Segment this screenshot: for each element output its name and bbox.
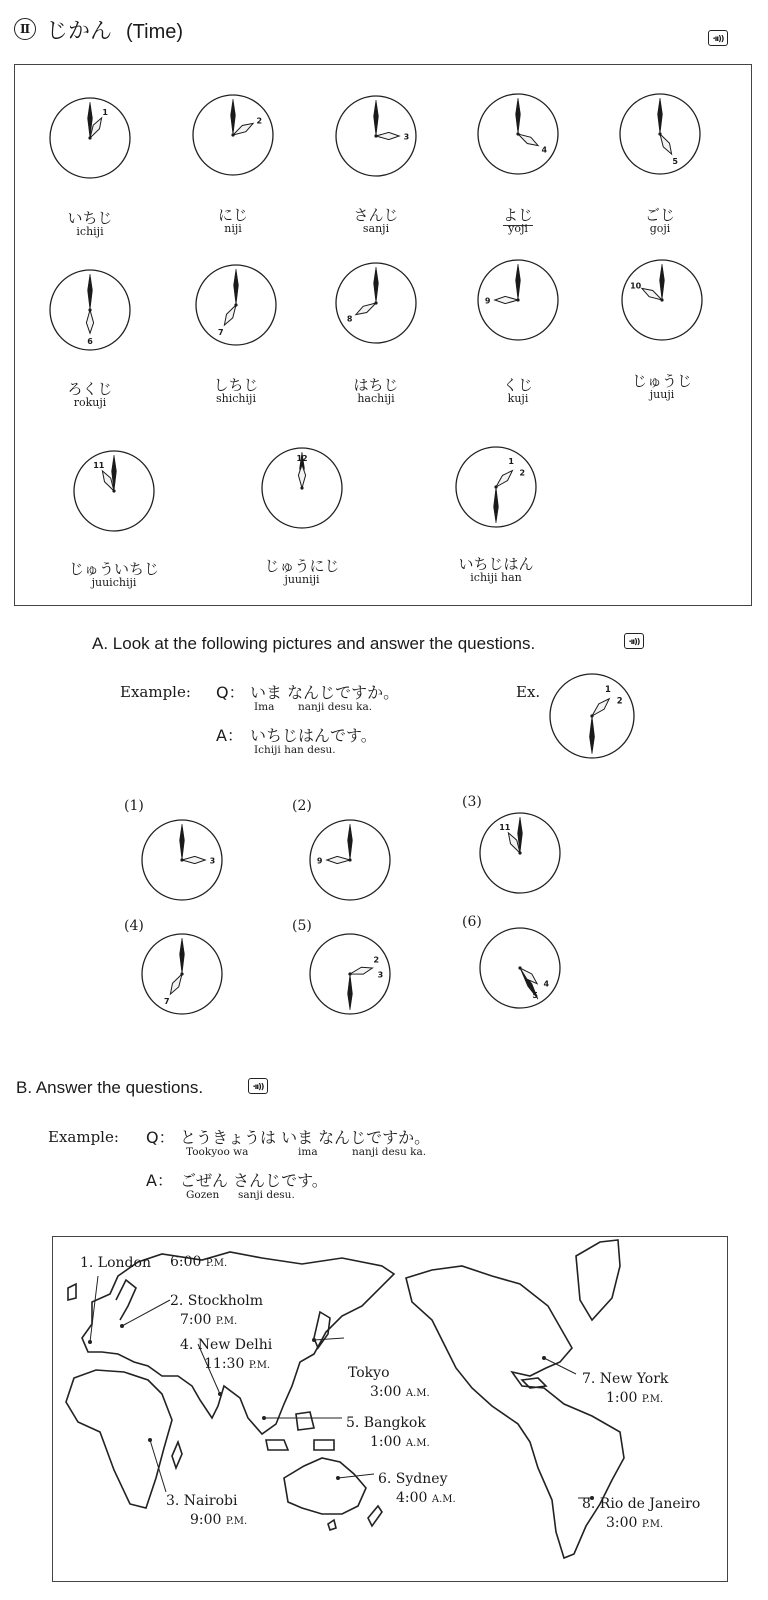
example-label: Example: <box>120 683 191 701</box>
clock-numeral: 5 <box>532 990 538 1000</box>
australia-shape <box>284 1458 366 1514</box>
answer-romaji-b-2: sanji desu. <box>238 1189 295 1201</box>
city-time-label <box>170 1254 227 1270</box>
clock-hachiji <box>333 260 419 346</box>
clock-center <box>234 303 237 306</box>
question-text: いま なんじですか。 <box>250 683 400 702</box>
city-ampm: P.M. <box>641 1519 664 1530</box>
clock-romaji-label: juuichiji <box>91 576 137 589</box>
clock-kana-label: じゅうじ <box>631 372 693 390</box>
clock-sanji <box>333 93 419 179</box>
city-name-label: 7. New York <box>582 1371 669 1387</box>
hour-hand <box>660 134 672 154</box>
madagascar-shape <box>172 1442 182 1468</box>
london-leader <box>90 1276 98 1342</box>
section-b-heading-text: B. Answer the questions. <box>16 1078 204 1097</box>
minute-hand <box>374 267 379 303</box>
minute-hand <box>231 99 236 135</box>
city-name-label: Tokyo <box>348 1365 390 1381</box>
city-time-label <box>606 1515 663 1531</box>
clock-kana-label: にじ <box>217 206 249 224</box>
clock-kana-label: ろくじ <box>67 380 113 398</box>
city-time-value: 7:00 <box>180 1312 212 1328</box>
city-ampm: P.M. <box>248 1360 271 1371</box>
city-time-value: 1:00 <box>606 1390 638 1406</box>
clock-romaji-label: hachiji <box>357 392 395 405</box>
exercise-clock-1 <box>139 817 225 903</box>
tasmania-shape <box>328 1520 336 1530</box>
minute-hand <box>589 716 594 754</box>
clock-juuichiji <box>71 448 157 534</box>
clock-romaji-label: goji <box>649 222 671 235</box>
minute-hand <box>180 824 185 860</box>
clock-kana-label: はちじ <box>353 376 399 394</box>
city-time-value: 3:00 <box>370 1384 402 1400</box>
city-time-value: 6:00 <box>170 1254 202 1270</box>
clock-numeral: 10 <box>630 281 642 291</box>
city-ampm: A.M. <box>405 1438 430 1449</box>
minute-hand <box>234 269 239 305</box>
africa-shape <box>66 1370 172 1508</box>
answer-mark: A： <box>216 726 243 745</box>
clock-numeral: 3 <box>209 856 216 866</box>
minute-hand <box>516 98 521 134</box>
hour-hand <box>182 856 205 863</box>
clock-numeral: 9 <box>316 856 323 866</box>
clock-rokuji <box>47 267 133 353</box>
clock-center <box>658 132 661 135</box>
question-romaji-1: Ima <box>254 701 275 713</box>
clock-center <box>112 489 115 492</box>
clock-kana-label: いちじ <box>67 209 113 227</box>
clock-center <box>374 134 377 137</box>
section-a-heading-text: A. Look at the following pictures and answer the questions. <box>92 634 536 653</box>
clock-center <box>88 308 91 311</box>
hour-hand <box>518 134 538 146</box>
hour-hand <box>376 132 399 139</box>
ex-label: Ex. <box>516 683 541 701</box>
question-romaji-b-1: Tookyoo wa <box>186 1146 249 1158</box>
clock-center <box>494 485 497 488</box>
answer-romaji: Ichiji han desu. <box>254 744 336 756</box>
americas-shape <box>406 1266 624 1558</box>
minute-hand <box>494 487 499 523</box>
clock-numeral: 2 <box>519 468 526 478</box>
hour-hand <box>642 288 662 300</box>
clock-numeral: 1 <box>102 108 108 118</box>
city-ampm: P.M. <box>641 1394 664 1405</box>
section-b-heading <box>16 1078 203 1098</box>
city-time-label <box>190 1512 247 1528</box>
clock-romaji-label: yoji <box>508 222 528 235</box>
city-time-value: 3:00 <box>606 1515 638 1531</box>
clock-ichiji <box>47 95 133 181</box>
clock-romaji-label: rokuji <box>73 396 107 409</box>
hour-hand <box>224 305 236 325</box>
clock-romaji-label: ichiji han <box>470 571 522 584</box>
clock-kana-label: しちじ <box>213 376 259 394</box>
island-shape <box>266 1440 288 1450</box>
clock-kana-label: よじ <box>502 206 534 224</box>
city-time-label <box>370 1434 430 1450</box>
clock-center <box>348 858 351 861</box>
question-mark: Q： <box>216 683 245 702</box>
question-mark-b: Q： <box>146 1128 175 1147</box>
hour-hand <box>86 310 93 333</box>
question-romaji-b-3: nanji desu ka. <box>352 1146 427 1158</box>
clock-goji <box>617 91 703 177</box>
clock-numeral: 2 <box>256 116 263 126</box>
clock-ichiji-han <box>453 444 539 530</box>
city-name-label: 8. Rio de Janeiro <box>582 1496 701 1512</box>
greenland-shape <box>576 1240 620 1320</box>
answer-text: いちじはんです。 <box>250 726 377 745</box>
city-time-label <box>396 1490 456 1506</box>
hour-hand <box>327 856 350 863</box>
clock-center <box>516 132 519 135</box>
clock-kana-label: ごじ <box>644 206 676 224</box>
exercise-number: (1) <box>124 798 144 814</box>
question-text-b: とうきょうは いま なんじですか。 <box>180 1128 431 1147</box>
example-clock <box>547 671 637 761</box>
answer-romaji-b-1: Gozen <box>186 1189 220 1201</box>
clock-center <box>518 966 521 969</box>
city-time-value: 4:00 <box>396 1490 428 1506</box>
clock-yoji <box>475 91 561 177</box>
clock-center <box>180 858 183 861</box>
britain-shape <box>68 1284 76 1300</box>
clock-numeral: 2 <box>616 695 623 706</box>
clock-numeral: 9 <box>484 296 491 306</box>
audio-icon[interactable]: ·ıı)) <box>708 30 728 46</box>
clock-center <box>180 972 183 975</box>
clock-juuji <box>619 257 705 343</box>
question-romaji-b-2: ima <box>298 1146 318 1158</box>
hour-hand <box>592 699 609 716</box>
clock-kana-label: いちじはん <box>458 555 534 573</box>
city-name-label: 3. Nairobi <box>166 1493 238 1509</box>
city-time-label <box>370 1384 430 1400</box>
clock-center <box>590 714 593 717</box>
city-time-label <box>606 1390 663 1406</box>
city-ampm: P.M. <box>225 1516 248 1527</box>
answer-text-b: ごぜん さんじです。 <box>180 1171 328 1190</box>
hour-hand <box>495 296 518 303</box>
city-name-label: 2. Stockholm <box>170 1293 263 1309</box>
minute-hand <box>660 264 665 300</box>
new-zealand-shape <box>368 1506 382 1526</box>
audio-icon[interactable]: ·ıı)) <box>624 633 644 649</box>
minute-hand <box>374 100 379 136</box>
clock-numeral: 11 <box>499 823 511 833</box>
clock-romaji-label: sanji <box>362 222 390 235</box>
clock-romaji-label: juuniji <box>284 573 320 586</box>
clock-center <box>231 133 234 136</box>
exercise-number: (2) <box>292 798 312 814</box>
clock-numeral: 4 <box>543 979 550 989</box>
hour-hand <box>170 974 182 994</box>
clock-center <box>300 486 303 489</box>
section-numeral: Ⅱ <box>14 18 36 40</box>
clock-center <box>660 298 663 301</box>
clock-kuji <box>475 257 561 343</box>
clock-numeral: 2 <box>373 955 380 965</box>
city-ampm: A.M. <box>431 1494 456 1505</box>
clock-numeral: 1 <box>605 683 611 694</box>
island-shape <box>314 1440 334 1450</box>
minute-hand <box>180 938 185 974</box>
minute-hand <box>516 264 521 300</box>
city-time-label <box>204 1356 270 1372</box>
city-ampm: P.M. <box>205 1258 228 1269</box>
clock-numeral: 7 <box>164 996 170 1006</box>
section-a-heading <box>92 634 535 654</box>
clock-numeral: 12 <box>296 454 308 464</box>
page-title <box>46 14 183 45</box>
clock-kana-label: じゅうにじ <box>264 557 340 575</box>
audio-icon[interactable]: ·ıı)) <box>248 1078 268 1094</box>
minute-hand <box>348 824 353 860</box>
clock-numeral: 1 <box>508 457 514 467</box>
clock-numeral: 3 <box>377 970 384 980</box>
city-time-value: 9:00 <box>190 1512 222 1528</box>
clock-romaji-label: ichiji <box>76 225 104 238</box>
island-shape <box>296 1412 314 1430</box>
answer-mark-b: A： <box>146 1171 173 1190</box>
exercise-number: (6) <box>462 914 482 930</box>
city-time-value: 11:30 <box>204 1356 245 1372</box>
city-name-label: 1. London <box>80 1255 151 1271</box>
exercise-clock-4 <box>139 931 225 1017</box>
clock-center <box>88 136 91 139</box>
clock-shichiji <box>193 262 279 348</box>
exercise-clock-5 <box>307 931 393 1017</box>
city-time-label <box>180 1312 237 1328</box>
hour-hand <box>496 471 512 487</box>
question-romaji-2: nanji desu ka. <box>298 701 373 713</box>
clock-romaji-label: niji <box>224 222 242 235</box>
title-english: (Time) <box>126 21 184 43</box>
clock-center <box>516 298 519 301</box>
clock-numeral: 6 <box>87 336 93 346</box>
scandinavia-shape <box>116 1280 136 1320</box>
clock-center <box>374 301 377 304</box>
exercise-number: (5) <box>292 918 312 934</box>
clock-romaji-label: shichiji <box>216 392 256 405</box>
city-name-label: 6. Sydney <box>378 1471 448 1487</box>
city-time-value: 1:00 <box>370 1434 402 1450</box>
clock-kana-label: さんじ <box>353 206 399 224</box>
clock-kana-label: じゅういちじ <box>68 560 160 578</box>
clock-romaji-label: juuji <box>649 388 675 401</box>
clock-numeral: 7 <box>218 327 224 337</box>
title-japanese: じかん <box>46 19 113 44</box>
city-ampm: A.M. <box>405 1388 430 1399</box>
example-label-b: Example: <box>48 1128 119 1146</box>
exercise-clock-6 <box>477 925 563 1011</box>
clock-romaji-label: kuji <box>507 392 529 405</box>
exercise-number: (4) <box>124 918 144 934</box>
clock-numeral: 8 <box>346 314 353 324</box>
exercise-clock-3 <box>477 810 563 896</box>
hour-hand <box>350 967 372 974</box>
tokyo-leader <box>314 1338 344 1340</box>
clock-center <box>348 972 351 975</box>
exercise-clock-2 <box>307 817 393 903</box>
exercise-number: (3) <box>462 794 482 810</box>
clock-juuniji <box>259 445 345 531</box>
city-name-label: 5. Bangkok <box>346 1415 426 1431</box>
minute-hand <box>88 274 93 310</box>
clock-center <box>518 851 521 854</box>
clock-niji <box>190 92 276 178</box>
city-ampm: P.M. <box>215 1316 238 1327</box>
clock-numeral: 5 <box>672 156 678 166</box>
hour-hand <box>356 303 376 315</box>
clock-kana-label: くじ <box>502 376 534 394</box>
minute-hand <box>658 98 663 134</box>
hour-hand <box>233 123 253 135</box>
city-name-label: 4. New Delhi <box>180 1337 273 1353</box>
clock-numeral: 3 <box>403 132 410 142</box>
clock-numeral: 4 <box>541 145 548 155</box>
clock-numeral: 11 <box>93 461 105 471</box>
minute-hand <box>348 974 353 1010</box>
